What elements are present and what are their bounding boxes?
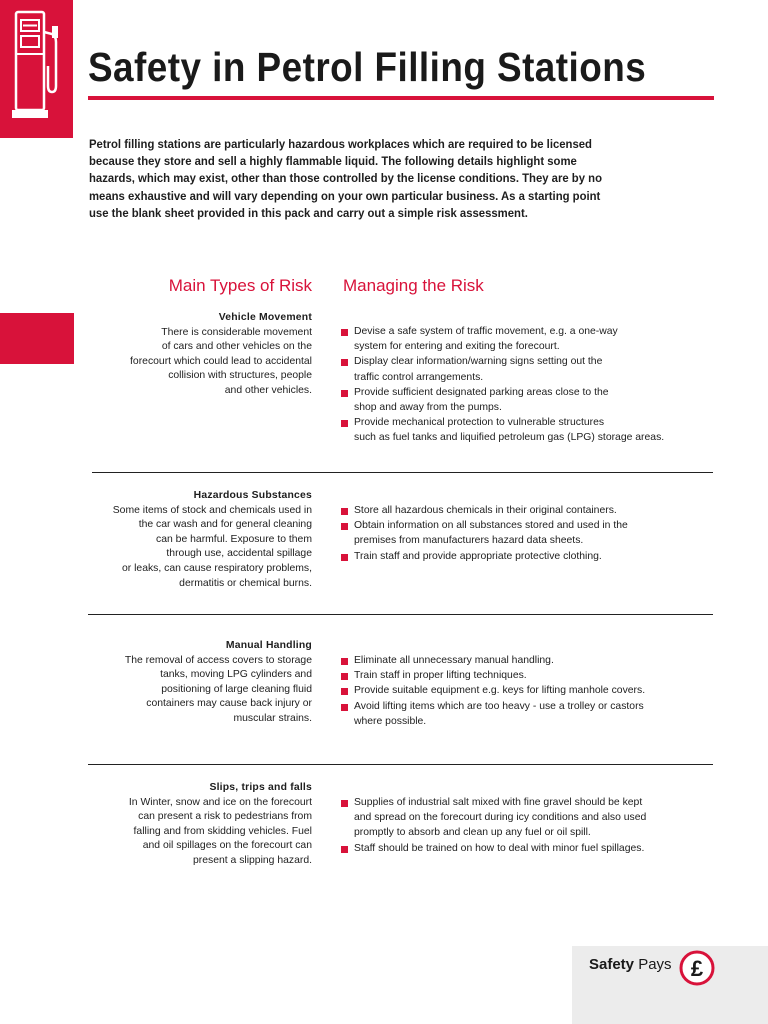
action-item [341,653,721,668]
risk-line: forecourt which could lead to accidental [130,355,312,367]
action-line: shop and away from the pumps. [354,402,502,414]
actions-manual-handling [341,653,721,729]
intro-paragraph [89,136,729,222]
action-line: Train staff and provide appropriate protective clothing. [354,550,602,562]
risk-line: There is considerable movement [161,326,312,338]
risk-vehicle-movement [72,311,312,399]
action-line: Provide suitable equipment e.g. keys for lifting manhole covers. [354,685,646,697]
action-line: Provide mechanical protection to vulnerable structures [354,417,605,429]
action-item [341,549,721,564]
action-line: such as fuel tanks and liquified petroleum gas (LPG) storage areas. [354,432,665,444]
action-line: Staff should be trained on how to deal with minor fuel spillages. [354,842,645,854]
action-line: traffic control arrangements. [354,371,484,383]
risk-hazardous-substances [72,489,312,591]
risk-line: and oil spillages on the forecourt can [142,840,312,852]
action-item [341,324,721,354]
action-line: system for entering and exiting the forecourt. [354,341,560,353]
action-item [341,354,721,384]
column-heading-management: Managing the Risk [343,276,484,295]
page-title: Safety in Petrol Filling Stations [88,44,647,90]
footer-brand-regular: Pays [638,956,672,973]
risk-heading: Vehicle Movement [218,312,312,323]
svg-text:£: £ [690,956,704,981]
risk-line: through use, accidental spillage [166,548,312,560]
action-item [341,699,721,729]
intro-line: because they store and sell a highly flammable liquid. The following details highlight some [89,154,577,169]
risk-heading: Hazardous Substances [193,490,312,501]
action-item [341,841,721,856]
risk-line: can be harmful. Exposure to them [156,533,312,545]
column-heading-risks: Main Types of Risk [168,276,312,295]
section-divider [92,472,713,473]
intro-line: use the blank sheet provided in this pack and carry out a simple risk assessment. [89,205,528,220]
action-line: Obtain information on all substances stored and used in the [354,520,628,532]
intro-line: Petrol filling stations are particularly hazardous workplaces which are required to be licensed [89,137,592,151]
risk-line: muscular strains. [233,712,312,724]
risk-line: tanks, moving LPG cylinders and [160,669,312,681]
side-accent-tab [0,313,74,364]
action-item [341,668,721,683]
section-divider [88,764,713,765]
risk-line: containers may cause back injury or [146,698,312,710]
action-line: Supplies of industrial salt mixed with fine gravel should be kept [354,797,643,808]
fuel-pump-icon [10,10,66,128]
risk-slips-trips-falls [72,781,312,869]
action-line: Display clear information/warning signs setting out the [354,356,603,368]
section-divider [88,614,713,615]
risk-heading: Slips, trips and falls [209,782,312,793]
actions-slips-trips-falls [341,795,721,856]
risk-line: the car wash and for general cleaning [138,519,312,531]
action-item [341,503,721,518]
footer-brand [589,956,672,973]
action-line: Store all hazardous chemicals in their original containers. [354,505,617,516]
action-item [341,683,721,698]
intro-line: means exhaustive and will vary depending on your own particular business. As a starting point [89,188,601,203]
risk-line: The removal of access covers to storage [124,654,312,666]
action-line: where possible. [354,715,427,727]
pound-sign-icon [679,950,715,986]
action-item [341,795,721,841]
risk-line: can present a risk to pedestrians from [138,811,312,823]
action-item [341,415,721,445]
actions-hazardous-substances [341,503,721,564]
risk-manual-handling [72,639,312,727]
footer-brand-bold: Safety [589,956,635,973]
action-line: Train staff in proper lifting techniques. [354,670,527,682]
risk-line: positioning of large cleaning fluid [161,683,312,695]
action-line: Provide sufficient designated parking areas close to the [354,386,609,398]
fuel-pump-banner [0,0,73,138]
action-line: Eliminate all unnecessary manual handling. [354,655,554,666]
risk-line: collision with structures, people [168,370,312,382]
risk-line: and other vehicles. [224,384,312,396]
risk-line: Some items of stock and chemicals used in [112,504,312,516]
action-line: and spread on the forecourt during icy conditions and also used [354,812,647,824]
risk-line: present a slipping hazard. [193,854,312,866]
risk-line: dermatitis or chemical burns. [179,577,312,589]
actions-vehicle-movement [341,324,721,446]
action-item [341,385,721,415]
risk-line: falling and from skidding vehicles. Fuel [133,825,312,837]
action-line: Devise a safe system of traffic movement, e.g. a one-way [354,326,618,337]
action-line: Avoid lifting items which are too heavy - use a trolley or castors [354,700,644,712]
intro-line: hazards, which may exist, other than those controlled by the license conditions. They are by no [89,171,602,186]
risk-line: of cars and other vehicles on the [161,341,312,353]
title-rule [88,96,714,100]
action-line: premises from manufacturers hazard data sheets. [354,535,584,547]
risk-line: or leaks, can cause respiratory problems, [122,562,312,574]
risk-line: In Winter, snow and ice on the forecourt [128,796,312,808]
action-line: promptly to absorb and clean up any fuel or oil spill. [354,827,591,839]
risk-heading: Manual Handling [225,640,312,651]
action-item [341,518,721,548]
